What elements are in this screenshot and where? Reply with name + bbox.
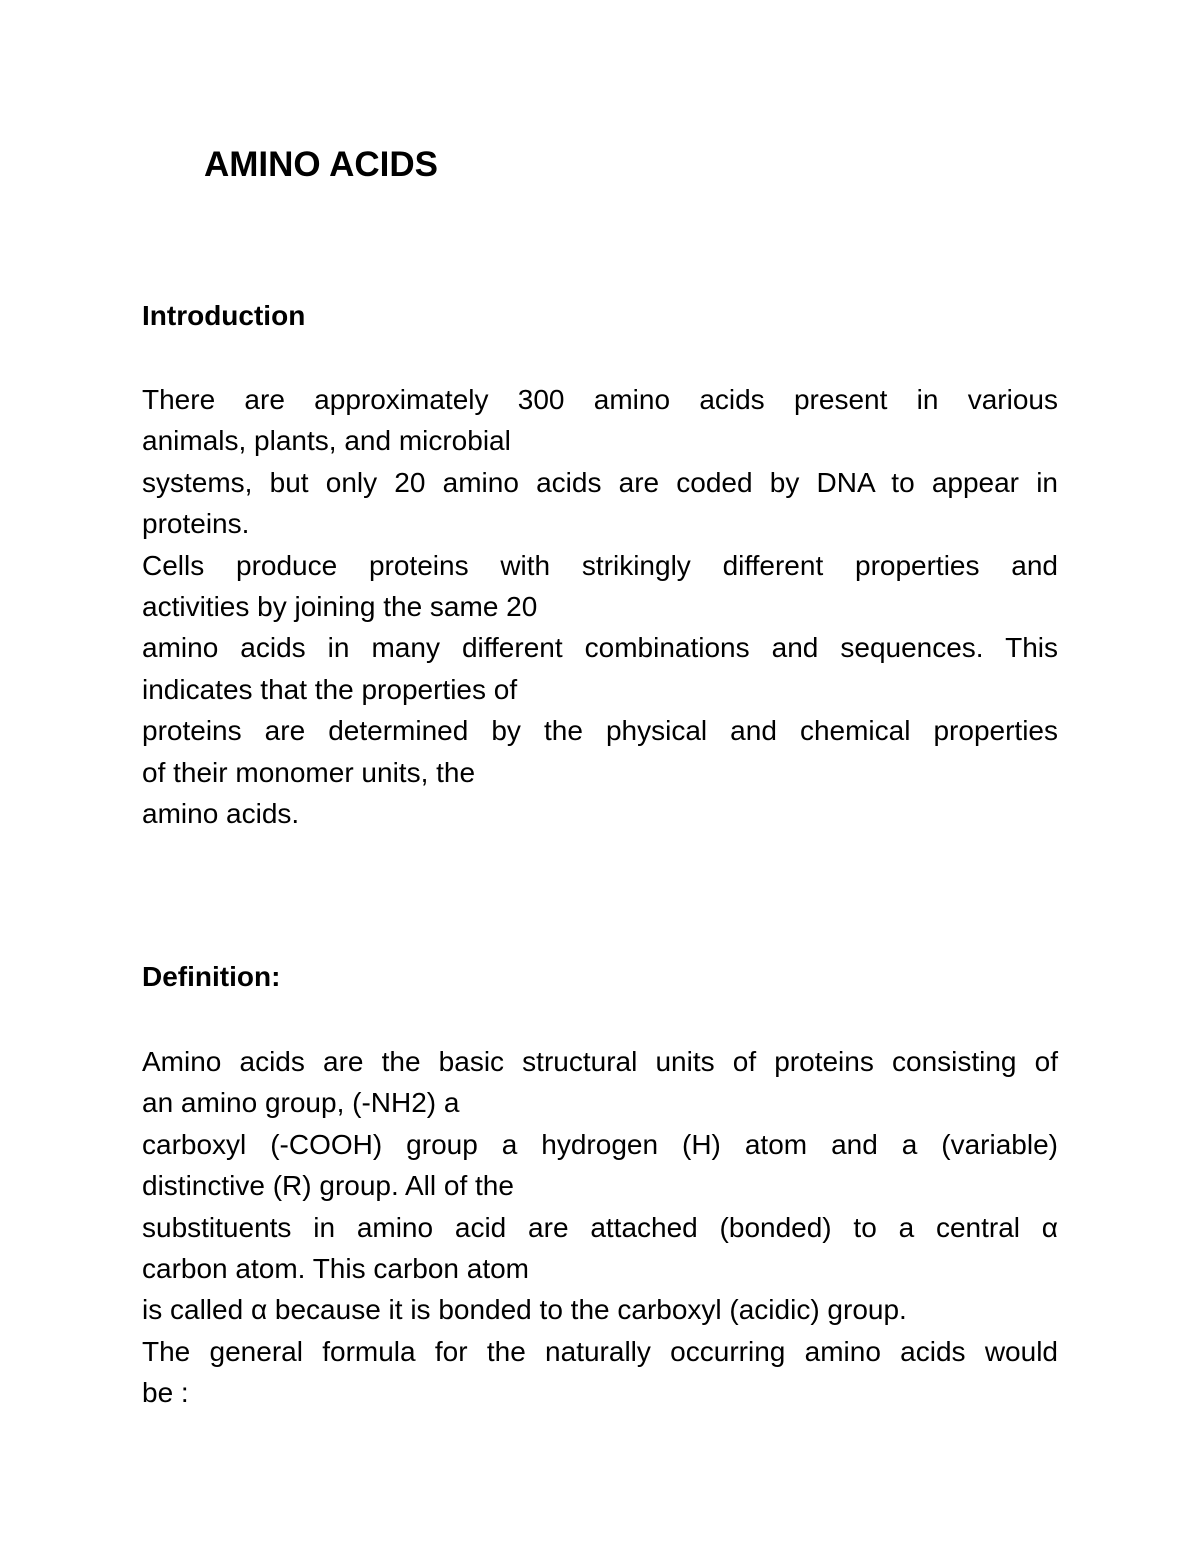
text-line: activities by joining the same 20 (142, 590, 538, 622)
text-line: an amino group, (-NH2) a (142, 1087, 460, 1119)
text-line: amino acids. (142, 797, 300, 829)
text-line: be : (142, 1377, 189, 1409)
text-line: Amino acids are the basic structural units of proteins consisting of (142, 1046, 1058, 1077)
text-line: proteins are determined by the physical and chemical properties (142, 715, 1058, 747)
text-line: carbon atom. This carbon atom (142, 1252, 530, 1284)
section-heading-definition: Definition: (142, 961, 281, 992)
text-line: The general formula for the naturally occurring amino acids would (142, 1335, 1058, 1367)
text-line: distinctive (R) group. All of the (142, 1170, 514, 1202)
section-heading-introduction: Introduction (142, 300, 306, 331)
document-title: AMINO ACIDS (204, 145, 438, 184)
text-line: is called α because it is bonded to the carboxyl (acidic) group. (142, 1294, 907, 1326)
text-line: indicates that the properties of (142, 673, 518, 705)
text-line: substituents in amino acid are attached (bonded) to a central α (142, 1211, 1058, 1243)
text-line: of their monomer units, the (142, 756, 476, 788)
text-line: There are approximately 300 amino acids present in various (142, 384, 1058, 415)
text-line: carboxyl (-COOH) group a hydrogen (H) atom and a (variable) (142, 1128, 1058, 1160)
text-line: amino acids in many different combinations and sequences. This (142, 632, 1058, 664)
text-line: systems, but only 20 amino acids are coded by DNA to appear in (142, 466, 1058, 498)
section-body-introduction (142, 379, 1058, 834)
text-line: Cells produce proteins with strikingly different properties and (142, 549, 1058, 581)
text-line: proteins. (142, 508, 250, 540)
text-line: animals, plants, and microbial (142, 425, 511, 457)
section-body-definition (142, 1041, 1058, 1414)
